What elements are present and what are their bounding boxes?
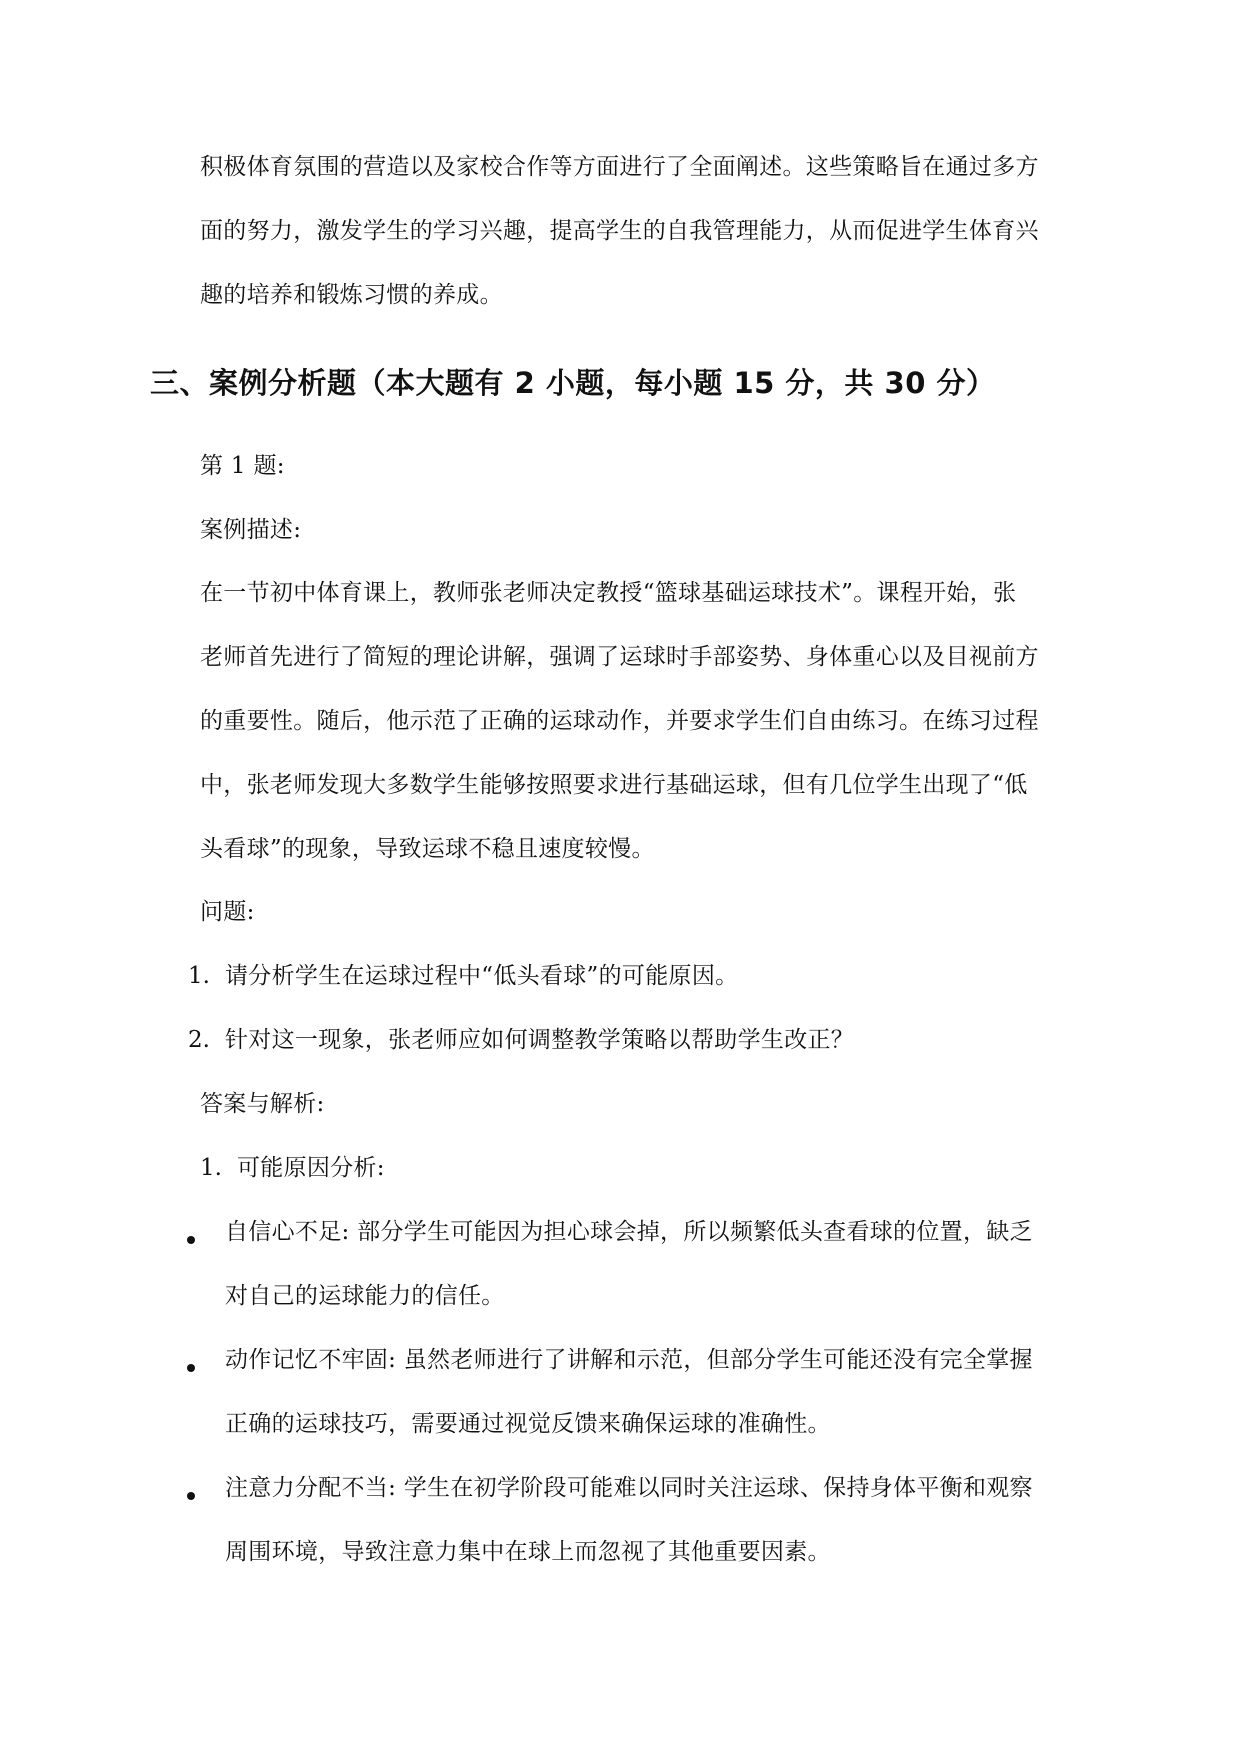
case-line-3: 的重要性。随后，他示范了正确的运球动作，并要求学生们自由练习。在练习过程 — [200, 708, 1039, 734]
question-1-number: 1. — [188, 963, 210, 989]
bullet-dot-1 — [187, 1236, 195, 1244]
questions-label: 问题: — [200, 899, 255, 925]
question-2-text: 针对这一现象，张老师应如何调整教学策略以帮助学生改正？ — [225, 1027, 855, 1053]
case-line-2: 老师首先进行了简短的理论讲解，强调了运球时手部姿势、身体重心以及目视前方 — [200, 644, 1039, 670]
question-label: 第 1 题: — [200, 453, 285, 479]
section-heading: 三、案例分析题（本大题有 2 小题，每小题 15 分，共 30 分） — [150, 366, 996, 400]
intro-line-2: 面的努力，激发学生的学习兴趣，提高学生的自我管理能力，从而促进学生体育兴 — [200, 218, 1039, 244]
bullet-1-line-1: 自信心不足: 部分学生可能因为担心球会掉，所以频繁低头查看球的位置，缺乏 — [225, 1219, 1033, 1245]
answer-sub-text: 可能原因分析: — [237, 1155, 385, 1181]
bullet-2-line-2: 正确的运球技巧，需要通过视觉反馈来确保运球的准确性。 — [225, 1411, 831, 1437]
intro-line-3: 趣的培养和锻炼习惯的养成。 — [200, 282, 503, 308]
bullet-3-line-2: 周围环境，导致注意力集中在球上而忽视了其他重要因素。 — [225, 1539, 831, 1565]
intro-line-1: 积极体育氛围的营造以及家校合作等方面进行了全面阐述。这些策略旨在通过多方 — [200, 154, 1039, 180]
question-1-text: 请分析学生在运球过程中“低头看球”的可能原因。 — [225, 963, 739, 989]
bullet-1-line-2: 对自己的运球能力的信任。 — [225, 1283, 505, 1309]
answer-sub-number: 1. — [200, 1155, 222, 1181]
case-line-4: 中，张老师发现大多数学生能够按照要求进行基础运球，但有几位学生出现了“低 — [200, 772, 1028, 798]
bullet-2-line-1: 动作记忆不牢固: 虽然老师进行了讲解和示范，但部分学生可能还没有完全掌握 — [225, 1347, 1033, 1373]
question-2-number: 2. — [188, 1027, 210, 1053]
answer-label: 答案与解析: — [200, 1091, 325, 1117]
case-line-5: 头看球”的现象，导致运球不稳且速度较慢。 — [200, 836, 655, 862]
case-label: 案例描述: — [200, 517, 302, 543]
bullet-3-line-1: 注意力分配不当: 学生在初学阶段可能难以同时关注运球、保持身体平衡和观察 — [225, 1475, 1033, 1501]
case-line-1: 在一节初中体育课上，教师张老师决定教授“篮球基础运球技术”。课程开始，张 — [200, 580, 1017, 606]
bullet-dot-2 — [187, 1364, 195, 1372]
bullet-dot-3 — [187, 1492, 195, 1500]
